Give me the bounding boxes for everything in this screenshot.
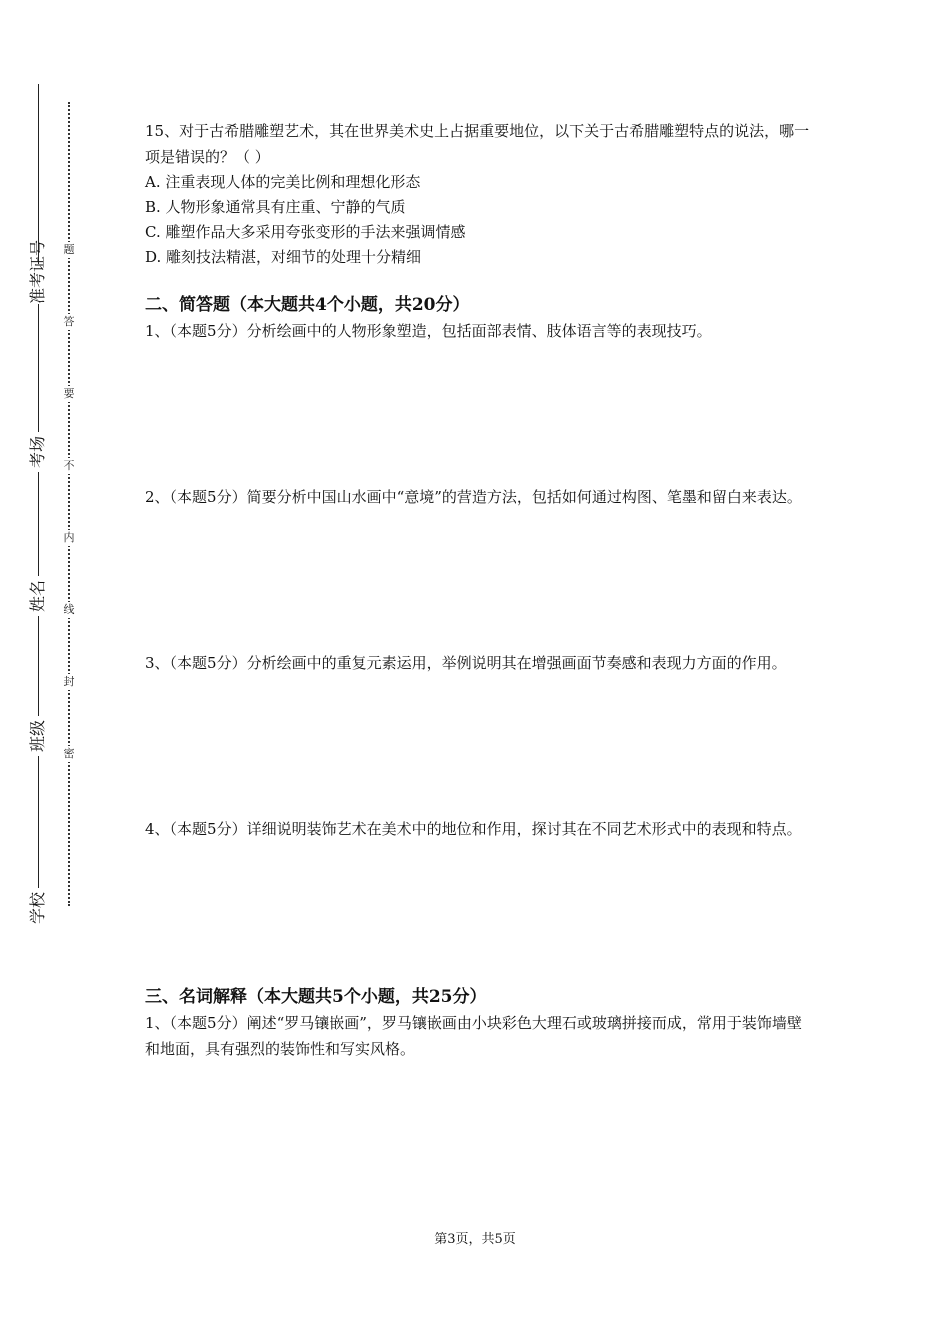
page-footer: 第3页，共5页 bbox=[434, 1232, 516, 1247]
question-15-stem: 15、对于古希腊雕塑艺术，其在世界美术史上占据重要地位，以下关于古希腊雕塑特点的说法，哪一项是错误的？（ ） bbox=[145, 122, 810, 166]
question-15-option-b: B. 人物形象通常具有庄重、宁静的气质 bbox=[145, 198, 406, 216]
section-2-question-4: 4、（本题5分）详细说明装饰艺术在美术中的地位和作用，探讨其在不同艺术形式中的表现和特点。 bbox=[145, 820, 802, 838]
section-2-question-1: 1、（本题5分）分析绘画中的人物形象塑造，包括面部表情、肢体语言等的表现技巧。 bbox=[145, 322, 712, 340]
seal-char: 封 bbox=[60, 674, 78, 690]
class-label: 班级 bbox=[18, 716, 58, 756]
seal-char: 题 bbox=[60, 242, 78, 258]
seal-char: 答 bbox=[60, 314, 78, 330]
binding-margin bbox=[0, 0, 90, 1344]
exam-content bbox=[145, 118, 815, 1062]
section-2-title: 二、简答题（本大题共4个小题，共20分） bbox=[145, 295, 470, 315]
binding-dotted-line bbox=[68, 102, 70, 906]
seal-char: 线 bbox=[60, 602, 78, 618]
binding-solid-line bbox=[38, 84, 39, 906]
seal-char: 要 bbox=[60, 386, 78, 402]
section-3-question-1: 1、（本题5分）阐述“罗马镶嵌画”，罗马镶嵌画由小块彩色大理石或玻璃拼接而成，常用于装饰墙壁和地面，具有强烈的装饰性和写实风格。 bbox=[145, 1014, 802, 1058]
question-15-option-a: A. 注重表现人体的完美比例和理想化形态 bbox=[145, 173, 421, 191]
exam-id-label: 准考证号 bbox=[18, 264, 58, 304]
seal-char: 不 bbox=[60, 458, 78, 474]
section-2-question-2: 2、（本题5分）简要分析中国山水画中“意境”的营造方法，包括如何通过构图、笔墨和留白来表达。 bbox=[145, 488, 802, 506]
seal-char: 内 bbox=[60, 530, 78, 546]
name-label: 姓名 bbox=[18, 576, 58, 616]
section-3-title: 三、名词解释（本大题共5个小题，共25分） bbox=[145, 987, 487, 1007]
seal-char: 密 bbox=[60, 746, 78, 762]
section-2-question-3: 3、（本题5分）分析绘画中的重复元素运用，举例说明其在增强画面节奏感和表现力方面的作用。 bbox=[145, 654, 787, 672]
exam-room-label: 考场 bbox=[18, 432, 58, 472]
question-15-option-d: D. 雕刻技法精湛，对细节的处理十分精细 bbox=[145, 248, 422, 266]
question-15-option-c: C. 雕塑作品大多采用夸张变形的手法来强调情感 bbox=[145, 223, 466, 241]
school-label: 学校 bbox=[18, 888, 58, 928]
